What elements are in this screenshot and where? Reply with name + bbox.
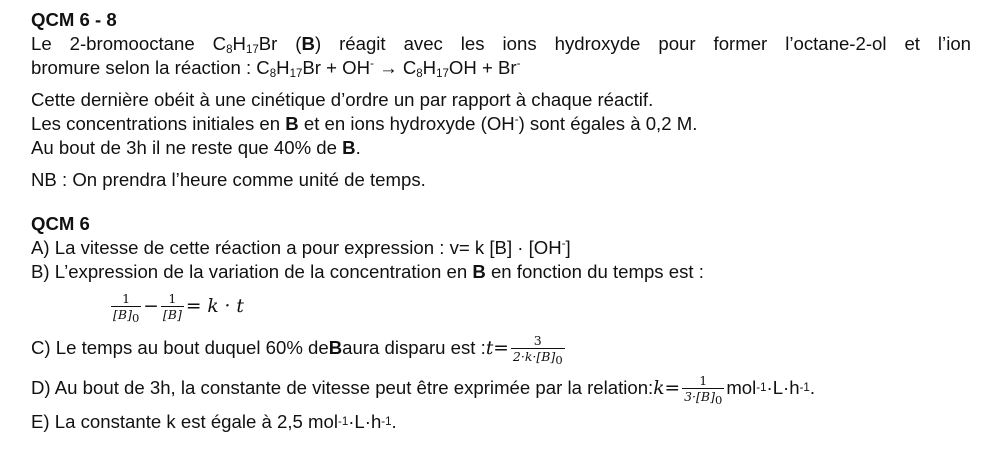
section-heading: QCM 6 - 8: [31, 9, 117, 30]
option-e: E) La constante k est égale à 2,5 mol -1 ·L·h -1 .: [31, 411, 397, 432]
fraction-rate-constant: $\frac{1}{3\cdot[B]_0}$: [684, 372, 723, 407]
intro-line-1: Le 2-bromooctane $C_8H_{17}Br$ (B) réagit avec les ions hydroxyde pour former l’octane-2-ol et l’ion: [31, 33, 972, 56]
fraction-inverse-initial: $\frac{1}{[B]_0}$: [113, 290, 140, 325]
intro-line-5: Au bout de 3h il ne reste que 40% de B.: [31, 137, 361, 158]
intro-text: [31, 32, 971, 192]
nb-note: NB : On prendra l’heure comme unité de temps.: [31, 169, 426, 190]
option-b: B) L’expression de la variation de la concentration en B en fonction du temps est :: [31, 261, 704, 282]
intro-line-2: bromure selon la réaction : $C_8H_{17}Br + OH^- \to C_8H_{17}OH + Br^-$: [31, 57, 521, 80]
question-title: QCM 6: [31, 213, 90, 234]
option-b-formula: $\frac{1}{[B]_0}$ − $\frac{1}{[B]}$ = k · t: [113, 290, 244, 325]
fraction-time: $\frac{3}{2\cdot k\cdot[B]_0}$: [512, 332, 563, 367]
intro-line-3: Cette dernière obéit à une cinétique d’ordre un par rapport à chaque réactif.: [31, 89, 654, 110]
option-c: C) Le temps au bout duquel 60% de B aura disparu est : t = $\frac{3}{2\cdot k\cdot[B]_0}$: [31, 332, 563, 367]
option-d: D) Au bout de 3h, la constante de vitesse peut être exprimée par la relation: k = $\frac{1}{3\cdot[B]_0}$ mol -1 ·L·h -1 .: [31, 372, 815, 407]
intro-line-4: Les concentrations initiales en B et en ions hydroxyde (OH-) sont égales à 0,2 M.: [31, 113, 698, 134]
option-a: A) La vitesse de cette réaction a pour expression : v= k [B] · [OH-]: [31, 237, 571, 258]
document-page: [31, 8, 971, 436]
fraction-inverse-current: $\frac{1}{[B]}$: [162, 290, 182, 322]
